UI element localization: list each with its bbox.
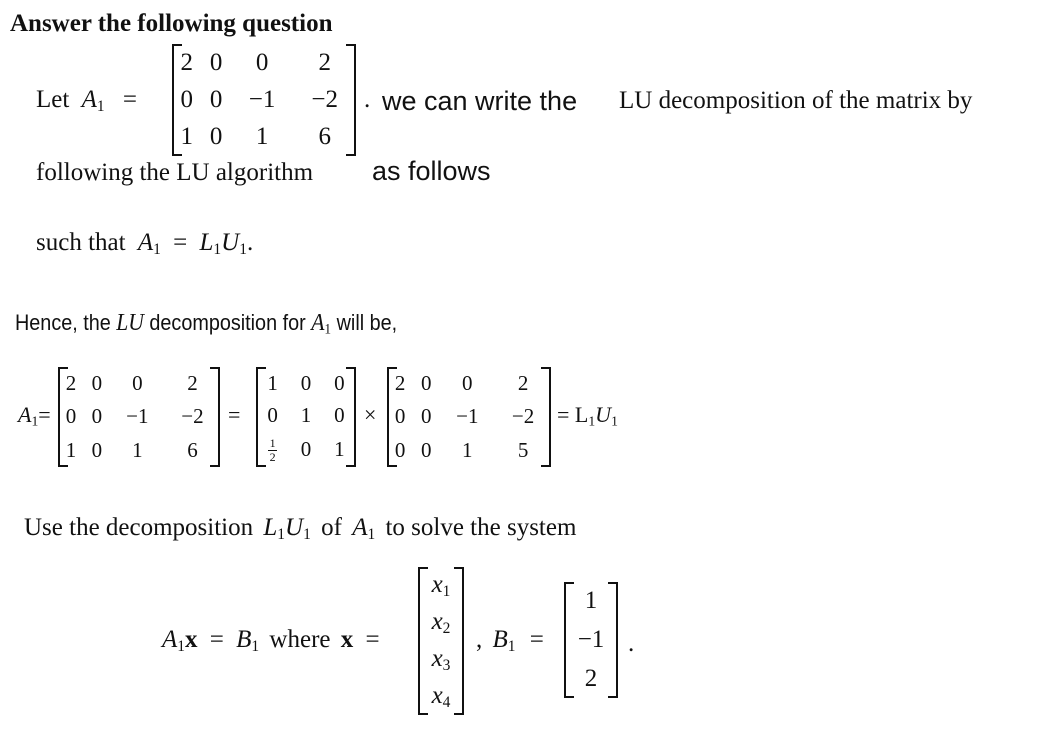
matrix-cell: −2 (311, 85, 338, 113)
matrix-cell: 0 (462, 371, 473, 396)
matrix-cell: 0 (255, 48, 269, 76)
matrix-cell: −2 (511, 404, 535, 429)
serif-phrase: LU decomposition of the matrix by (619, 87, 973, 114)
question-heading: Answer the following question (10, 10, 333, 37)
use-line: Use the decomposition $L_1U_1$ of $A_1$ to solve the system (24, 514, 577, 543)
matrix-cell: 0 (91, 404, 103, 429)
matrix-cell: 2 (65, 371, 77, 396)
let-word: Let (36, 86, 70, 113)
matrix-a1-decomp (58, 367, 220, 467)
matrix-cell: 0 (394, 437, 406, 462)
matrix-cell: −2 (181, 404, 204, 429)
matrix-row (387, 400, 551, 433)
matrix-row (172, 119, 356, 156)
matrix-cell: 1 (334, 437, 345, 462)
matrix-cell: 6 (187, 437, 198, 462)
vector-cell: 2 (584, 664, 598, 692)
matrix-cell: 0 (91, 437, 103, 462)
matrix-cell: 6 (318, 123, 331, 151)
decomp-rhs: = $L_1U_1$ (557, 402, 618, 429)
matrix-row (256, 432, 356, 467)
matrix-cell: 1 (180, 123, 193, 151)
hence-line: Hence, the LU decomposition for $A_1$ will be, (15, 310, 398, 338)
matrix-cell: 0 (421, 437, 432, 462)
matrix-cell: 0 (180, 85, 193, 113)
matrix-row (256, 400, 356, 433)
matrix-cell: 1 (462, 437, 473, 462)
vector-cell: −1 (577, 625, 605, 653)
matrix-cell: 0 (209, 48, 223, 76)
matrix-cell: 0 (91, 371, 103, 396)
vector-b1 (564, 582, 618, 698)
times-sign: × (364, 402, 377, 427)
matrix-cell: 1 (132, 437, 143, 462)
vector-cell: $x_4$ (431, 681, 451, 711)
line2-sans: as follows (372, 156, 491, 186)
matrix-row (387, 367, 551, 400)
matrix-row (172, 81, 356, 118)
let-text (36, 86, 137, 116)
matrix-cell: 0 (421, 404, 432, 429)
matrix-cell: 2 (187, 371, 198, 396)
matrix-cell: 0 (209, 85, 223, 113)
matrix-cell: 0 (300, 370, 312, 395)
matrix-cell: 0 (334, 370, 345, 395)
matrix-l1 (256, 367, 356, 467)
matrix-cell: 0 (267, 403, 278, 428)
matrix-cell: −1 (456, 404, 479, 429)
matrix-cell: 0 (334, 403, 345, 428)
vector-cell: $x_3$ (431, 644, 451, 674)
matrix-cell: 0 (394, 404, 406, 429)
fraction: $\frac{1}{2}$ (269, 435, 276, 464)
matrix-cell: −1 (126, 404, 149, 429)
matrix-cell: 1 (267, 370, 278, 395)
matrix-cell: −1 (248, 85, 276, 113)
matrix-period: . (364, 86, 371, 113)
matrix-cell: 0 (209, 123, 223, 151)
equals-sign: = (122, 86, 137, 113)
vector-x (418, 567, 464, 715)
matrix-cell: 0 (65, 404, 77, 429)
sans-phrase: we can write the (382, 86, 578, 116)
matrix-cell: 1 (65, 437, 77, 462)
matrix-cell: 2 (318, 48, 331, 76)
vector-cell: 1 (584, 587, 598, 615)
decomp-lhs: $A_1=$ (18, 402, 51, 429)
matrix-row (172, 44, 356, 81)
vector-cell: $x_2$ (431, 607, 451, 637)
matrix-cell: 2 (394, 371, 406, 396)
matrix-row (387, 434, 551, 467)
matrix-cell: 1 (300, 403, 312, 428)
matrix-row (58, 400, 220, 433)
matrix-row (58, 367, 220, 400)
matrix-row (256, 367, 356, 400)
matrix-cell: 0 (132, 371, 143, 396)
matrix-cell: 5 (517, 437, 529, 462)
matrix-u1 (387, 367, 551, 467)
matrix-row (58, 434, 220, 467)
such-that-line: such that $A_1 = L_1U_1$. (36, 229, 254, 258)
line2-serif: following the LU algorithm (36, 159, 314, 186)
matrix-a1 (172, 44, 356, 156)
matrix-cell: 2 (517, 371, 529, 396)
system-b-label: , $B_1$ = (476, 626, 544, 655)
matrix-cell: 1 (255, 123, 269, 151)
matrix-name: $A_1$ (81, 86, 105, 115)
matrix-cell: 0 (421, 371, 432, 396)
decomp-eq2: = (228, 402, 241, 427)
matrix-cell: 0 (300, 437, 312, 462)
system-end-period: . (628, 630, 635, 657)
system-equation: $A_1x = B_1$ where x = (162, 626, 380, 655)
matrix-cell: 2 (180, 48, 193, 76)
vector-cell: $x_1$ (431, 570, 451, 600)
